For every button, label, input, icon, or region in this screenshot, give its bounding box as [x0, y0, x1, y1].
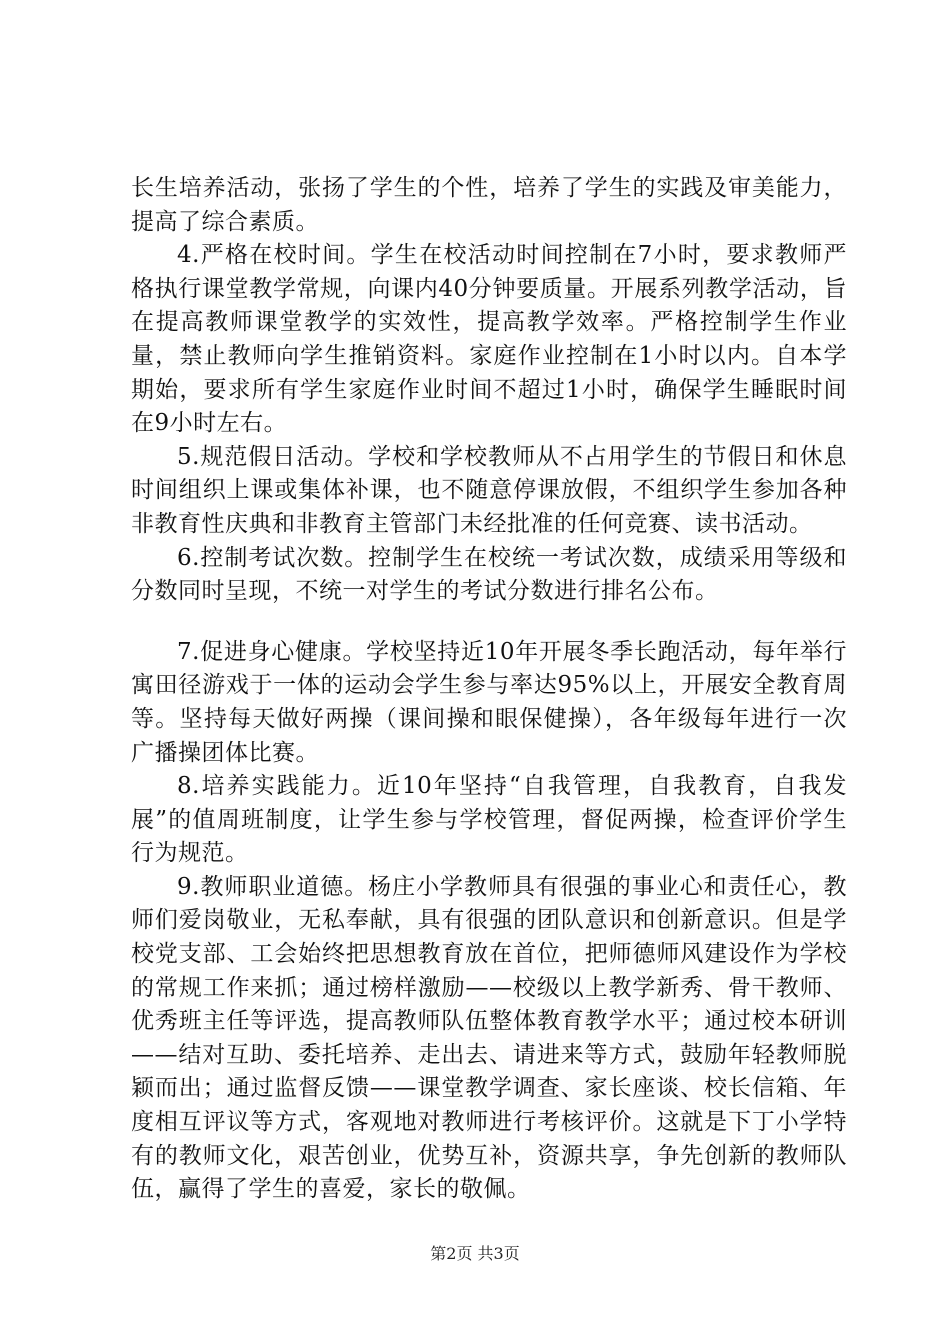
- paragraph-item-8: 8.培养实践能力。近10年坚持“自我管理，自我教育，自我发展”的值周班制度，让学生参与学校管理，督促两操，检查评价学生行为规范。: [131, 773, 847, 867]
- paragraph-item-7: 7.促进身心健康。学校坚持近10年开展冬季长跑活动，每年举行寓田径游戏于一体的运动会学生参与率达95%以上，开展安全教育周等。坚持每天做好两操（课间操和眼保健操），各年级每年进行一次广播操团体比赛。: [131, 638, 847, 766]
- paragraph-item-9: 9.教师职业道德。杨庄小学教师具有很强的事业心和责任心，教师们爱岗敬业，无私奉献，具有很强的团队意识和创新意识。但是学校党支部、工会始终把思想教育放在首位，把师德师风建设作为学校的常规工作来抓；通过榜样激励——校级以上教学新秀、骨干教师、优秀班主任等评选，提高教师队伍整体教育教学水平；通过校本研训——结对互助、委托培养、走出去、请进来等方式，鼓励年轻教师脱颖而出；通过监督反馈——课堂教学调查、家长座谈、校长信箱、年度相互评议等方式，客观地对教师进行考核评价。这就是下丁小学特有的教师文化，艰苦创业，优势互补，资源共享，争先创新的教师队伍，赢得了学生的喜爱，家长的敬佩。: [131, 873, 847, 1203]
- page-number-footer: 第2页 共3页: [430, 1244, 520, 1263]
- paragraph-item-4: 4.严格在校时间。学生在校活动时间控制在7小时，要求教师严格执行课堂教学常规，向课内40分钟要质量。开展系列教学活动，旨在提高教师课堂教学的实效性，提高教学效率。严格控制学生作业量，禁止教师向学生推销资料。家庭作业控制在1小时以内。自本学期始，要求所有学生家庭作业时间不超过1小时，确保学生睡眠时间在9小时左右。: [131, 242, 847, 437]
- paragraph-item-6: 6.控制考试次数。控制学生在校统一考试次数，成绩采用等级和分数同时呈现，不统一对学生的考试分数进行排名公布。: [131, 544, 847, 605]
- paragraph-continuation: 长生培养活动，张扬了学生的个性，培养了学生的实践及审美能力，提高了综合素质。: [131, 175, 847, 235]
- paragraph-item-5: 5.规范假日活动。学校和学校教师从不占用学生的节假日和休息时间组织上课或集体补课，也不随意停课放假，不组织学生参加各种非教育性庆典和非教育主管部门未经批准的任何竞赛、读书活动。: [131, 443, 847, 537]
- document-body: [131, 172, 847, 1207]
